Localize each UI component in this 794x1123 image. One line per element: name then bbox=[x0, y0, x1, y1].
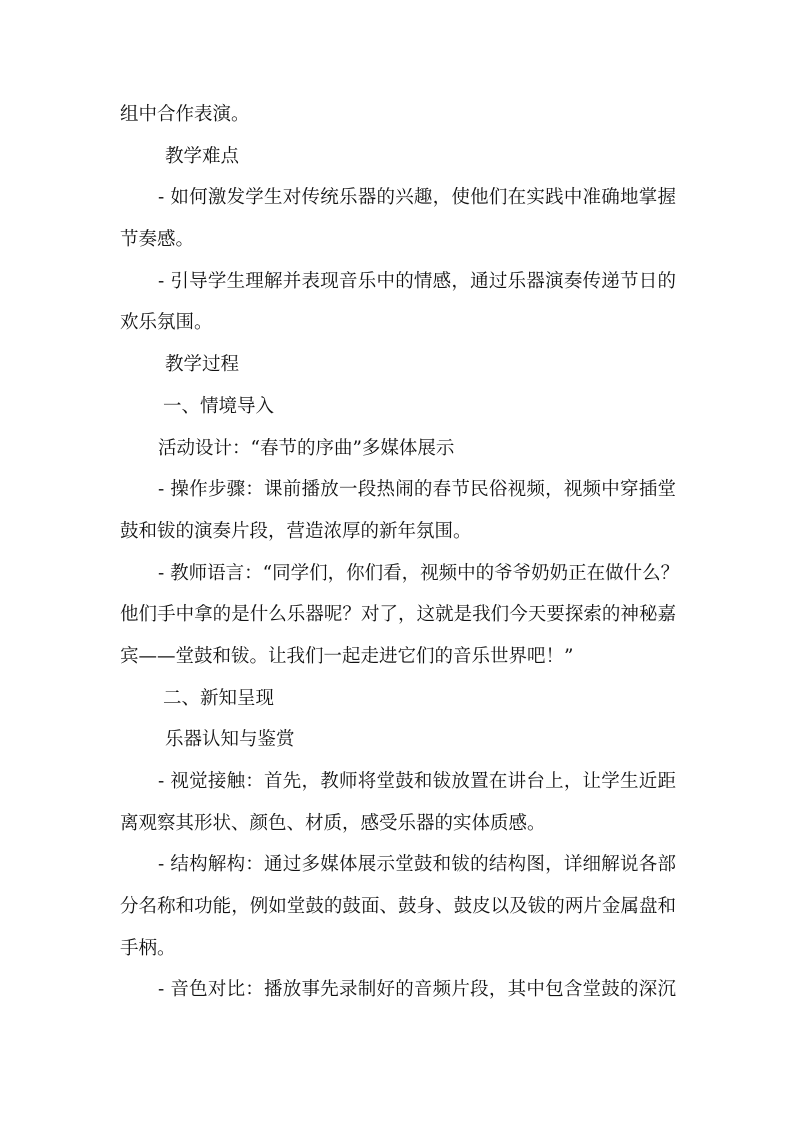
activity-title: 活动设计：“春节的序曲”多媒体展示 bbox=[158, 438, 455, 459]
bullet-line: - 引导学生理解并表现音乐中的情感，通过乐器演奏传递节日的 bbox=[158, 271, 676, 292]
text-line: 宾——堂鼓和钹。让我们一起走进它们的音乐世界吧！” bbox=[120, 646, 574, 667]
text-line: 鼓和钹的演奏片段，营造浓厚的新年氛围。 bbox=[120, 521, 472, 542]
text-line: 他们手中拿的是什么乐器呢？对了，这就是我们今天要探索的神秘嘉 bbox=[120, 604, 676, 625]
text-line: 欢乐氛围。 bbox=[120, 312, 213, 333]
text-line: 组中合作表演。 bbox=[120, 104, 250, 125]
section-heading: 教学难点 bbox=[165, 146, 240, 167]
text-line: 节奏感。 bbox=[120, 229, 195, 250]
bullet-line: - 如何激发学生对传统乐器的兴趣，使他们在实践中准确地掌握 bbox=[158, 187, 676, 208]
section-heading: 教学过程 bbox=[165, 354, 240, 375]
bullet-line: - 操作步骤：课前播放一段热闹的春节民俗视频，视频中穿插堂 bbox=[158, 479, 676, 500]
text-line: 离观察其形状、颜色、材质，感受乐器的实体质感。 bbox=[120, 813, 546, 834]
topic-heading: 乐器认知与鉴赏 bbox=[165, 729, 295, 750]
bullet-line: - 教师语言：“同学们，你们看，视频中的爷爷奶奶正在做什么？ bbox=[158, 563, 680, 584]
bullet-line: - 视觉接触：首先，教师将堂鼓和钹放置在讲台上，让学生近距 bbox=[158, 771, 676, 792]
bullet-line: - 结构解构：通过多媒体展示堂鼓和钹的结构图，详细解说各部 bbox=[158, 854, 676, 875]
subsection-heading: 一、情境导入 bbox=[163, 396, 275, 417]
bullet-line: - 音色对比：播放事先录制好的音频片段，其中包含堂鼓的深沉 bbox=[158, 979, 676, 1000]
subsection-heading: 二、新知呈现 bbox=[163, 688, 275, 709]
text-line: 手柄。 bbox=[120, 938, 176, 959]
text-line: 分名称和功能，例如堂鼓的鼓面、鼓身、鼓皮以及钹的两片金属盘和 bbox=[120, 896, 676, 917]
